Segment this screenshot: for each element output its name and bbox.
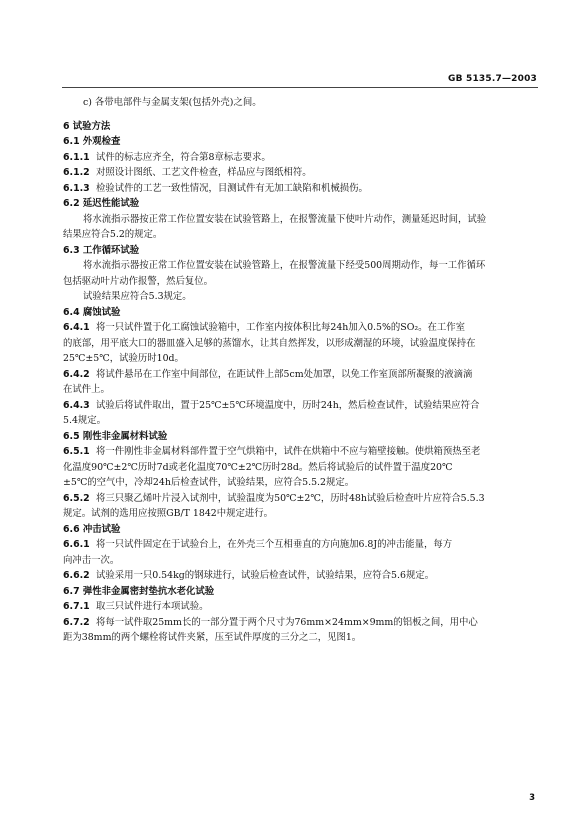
clause-6-4-1: 6.4.1 将一只试件置于化工腐蚀试验箱中，工作室内按体积比每24h加入0.5%的SO₂。在工作室 bbox=[63, 322, 466, 333]
section-6-3-heading: 6.3 工作循环试验 bbox=[63, 244, 140, 256]
standard-number: GB 5135.7—2003 bbox=[448, 74, 537, 84]
section-6-1-heading: 6.1 外观检查 bbox=[63, 136, 121, 147]
clause-6-6-2: 6.6.2 试验采用一只0.54kg的钢球进行，试验后检查试件，试验结果，应符合5.6规定。 bbox=[63, 570, 435, 581]
clause-6-7-2: 6.7.2 将每一试件取25mm长的一部分置于两个尺寸为76mm×24mm×9mm的铝板之间，用中心 bbox=[63, 616, 478, 628]
clause-6-1-1: 6.1.1 试件的标志应齐全，符合第8章标志要求。 bbox=[63, 151, 271, 163]
clause-6-1-2: 6.1.2 对照设计图纸、工艺文件检查，样品应与图纸相符。 bbox=[63, 167, 312, 178]
paragraph-6-3-line1: 将水流指示器按正常工作位置安装在试验管路上，在报警流量下经受500周期动作，每一工作循环 bbox=[83, 260, 486, 271]
clause-6-7-2-line2: 距为38mm的两个螺栓将试件夹紧，压至试件厚度的三分之二，见图1。 bbox=[63, 632, 362, 643]
clause-6-4-3: 6.4.3 试验后将试件取出，置于25℃±5℃环境温度中，历时24h，然后检查试件，试验结果应符合 bbox=[63, 399, 480, 411]
section-6-heading: 6 试验方法 bbox=[63, 120, 111, 132]
clause-6-4-2: 6.4.2 将试件悬吊在工作室中间部位，在距试件上部5cm处加罩，以免工作室顶部所凝聚的液滴滴 bbox=[63, 368, 473, 380]
clause-6-5-1: 6.5.1 将一件刚性非金属材料部件置于空气烘箱中，试件在烘箱中不应与箱壁接触。使烘箱预热至老 bbox=[63, 446, 481, 457]
section-6-2-heading: 6.2 延迟性能试验 bbox=[63, 198, 140, 209]
clause-6-6-1-line2: 向冲击一次。 bbox=[63, 554, 120, 566]
document-body bbox=[63, 95, 538, 646]
clause-6-4-1-line2: 的底部，用平底大口的器皿盛入足够的蒸馏水，让其自然挥发，以形成潮湿的环境，试验温度保持在 bbox=[63, 337, 476, 349]
section-6-5-heading: 6.5 刚性非金属材料试验 bbox=[63, 430, 168, 442]
paragraph-6-2-line2: 结果应符合5.2的规定。 bbox=[63, 229, 163, 240]
clause-6-4-3-line2: 5.4规定。 bbox=[63, 415, 107, 426]
paragraph-6-3-line3: 试验结果应符合5.3规定。 bbox=[83, 291, 192, 302]
section-6-7-heading: 6.7 弹性非金属密封垫抗水老化试验 bbox=[63, 585, 215, 597]
clause-6-5-1-line3: ±5℃的空气中，冷却24h后检查试件，试验结果，应符合5.5.2规定。 bbox=[63, 477, 355, 488]
clause-6-7-1: 6.7.1 取三只试件进行本项试验。 bbox=[63, 601, 209, 612]
clause-6-5-2-line2: 规定。试剂的选用应按照GB/T 1842中规定进行。 bbox=[63, 508, 274, 519]
header-rule bbox=[62, 87, 538, 88]
clause-6-5-2: 6.5.2 将三只聚乙烯叶片浸入试剂中，试验温度为50℃±2℃，历时48h试验后检查叶片应符合5.5.3 bbox=[63, 492, 485, 504]
clause-6-4-1-line3: 25℃±5℃，试验历时10d。 bbox=[63, 353, 184, 364]
page-number: 3 bbox=[529, 793, 535, 803]
list-item-c: c) 各带电部件与金属支架(包括外壳)之间。 bbox=[83, 97, 262, 108]
clause-6-4-2-line2: 在试件上。 bbox=[63, 384, 110, 395]
clause-6-1-3: 6.1.3 检验试件的工艺一致性情况，目测试件有无加工缺陷和机械损伤。 bbox=[63, 182, 368, 194]
section-6-6-heading: 6.6 冲击试验 bbox=[63, 523, 121, 535]
paragraph-6-3-line2: 包括驱动叶片动作报警，然后复位。 bbox=[63, 275, 214, 287]
section-6-4-heading: 6.4 腐蚀试验 bbox=[63, 306, 121, 318]
paragraph-6-2-line1: 将水流指示器按正常工作位置安装在试验管路上，在报警流量下使叶片动作，测量延迟时间，试验 bbox=[83, 213, 487, 225]
clause-6-6-1: 6.6.1 将一只试件固定在于试验台上，在外壳三个互相垂直的方向施加6.8J的冲击能量，每方 bbox=[63, 539, 453, 550]
clause-6-5-1-line2: 化温度90℃±2℃历时7d或老化温度70℃±2℃历时28d。然后将试验后的试件置于温度20℃ bbox=[63, 461, 453, 473]
